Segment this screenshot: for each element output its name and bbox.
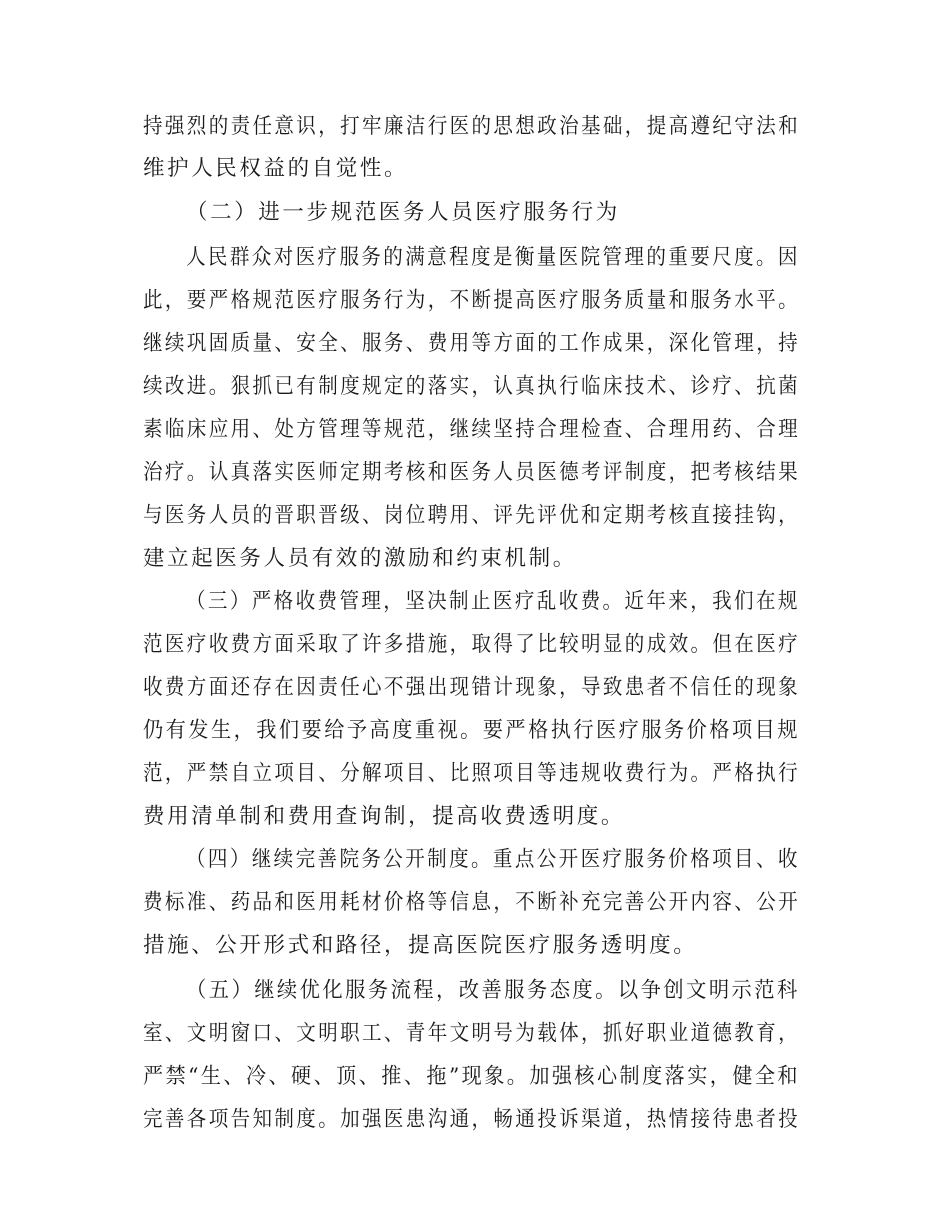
text-line: 与医务人员的晋职晋级、岗位聘用、评先评优和定期考核直接挂钩， <box>143 503 801 528</box>
text-line: 建立起医务人员有效的激励和约束机制。 <box>143 546 577 571</box>
text-line: 维护人民权益的自觉性。 <box>143 156 409 181</box>
text-line: 费用清单制和费用查询制，提高收费透明度。 <box>143 804 626 829</box>
text-line: 措施、公开形式和路径，提高医院医疗服务透明度。 <box>143 933 698 958</box>
text-line: 此，要严格规范医疗服务行为，不断提高医疗服务质量和服务水平。 <box>143 288 801 313</box>
text-line: 室、文明窗口、文明职工、青年文明号为载体，抓好职业道德教育， <box>143 1021 801 1046</box>
text-line: 范，严禁自立项目、分解项目、比照项目等违规收费行为。严格执行 <box>143 761 801 786</box>
text-line: 人民群众对医疗服务的满意程度是衡量医院管理的重要尺度。因 <box>186 245 800 270</box>
text-line: 继续巩固质量、安全、服务、费用等方面的工作成果，深化管理，持 <box>143 331 801 356</box>
text-line: （五）继续优化服务流程，改善服务态度。以争创文明示范科 <box>186 978 800 1003</box>
text-line: （三）严格收费管理，坚决制止医疗乱收费。近年来，我们在规 <box>186 589 800 614</box>
text-line: 范医疗收费方面采取了许多措施，取得了比较明显的成效。但在医疗 <box>143 632 801 657</box>
text-line: （四）继续完善院务公开制度。重点公开医疗服务价格项目、收 <box>186 847 800 872</box>
text-line: 持强烈的责任意识，打牢廉洁行医的思想政治基础，提高遵纪守法和 <box>143 114 801 139</box>
text-line: 完善各项告知制度。加强医患沟通，畅通投诉渠道，热情接待患者投 <box>143 1107 801 1132</box>
text-line: 仍有发生，我们要给予高度重视。要严格执行医疗服务价格项目规 <box>143 718 800 743</box>
text-line: 收费方面还存在因责任心不强出现错计现象，导致患者不信任的现象 <box>143 675 801 700</box>
text-line: 严禁“生、冷、硬、顶、推、拖”现象。加强核心制度落实，健全和 <box>143 1064 801 1089</box>
section-heading: （二）进一步规范医务人员医疗服务行为 <box>186 200 620 225</box>
text-line: 费标准、药品和医用耗材价格等信息，不断补充完善公开内容、公开 <box>143 890 801 915</box>
text-line: 续改进。狠抓已有制度规定的落实，认真执行临床技术、诊疗、抗菌 <box>143 374 801 399</box>
text-line: 素临床应用、处方管理等规范，继续坚持合理检查、合理用药、合理 <box>143 417 801 442</box>
text-line: 治疗。认真落实医师定期考核和医务人员医德考评制度，把考核结果 <box>143 460 801 485</box>
